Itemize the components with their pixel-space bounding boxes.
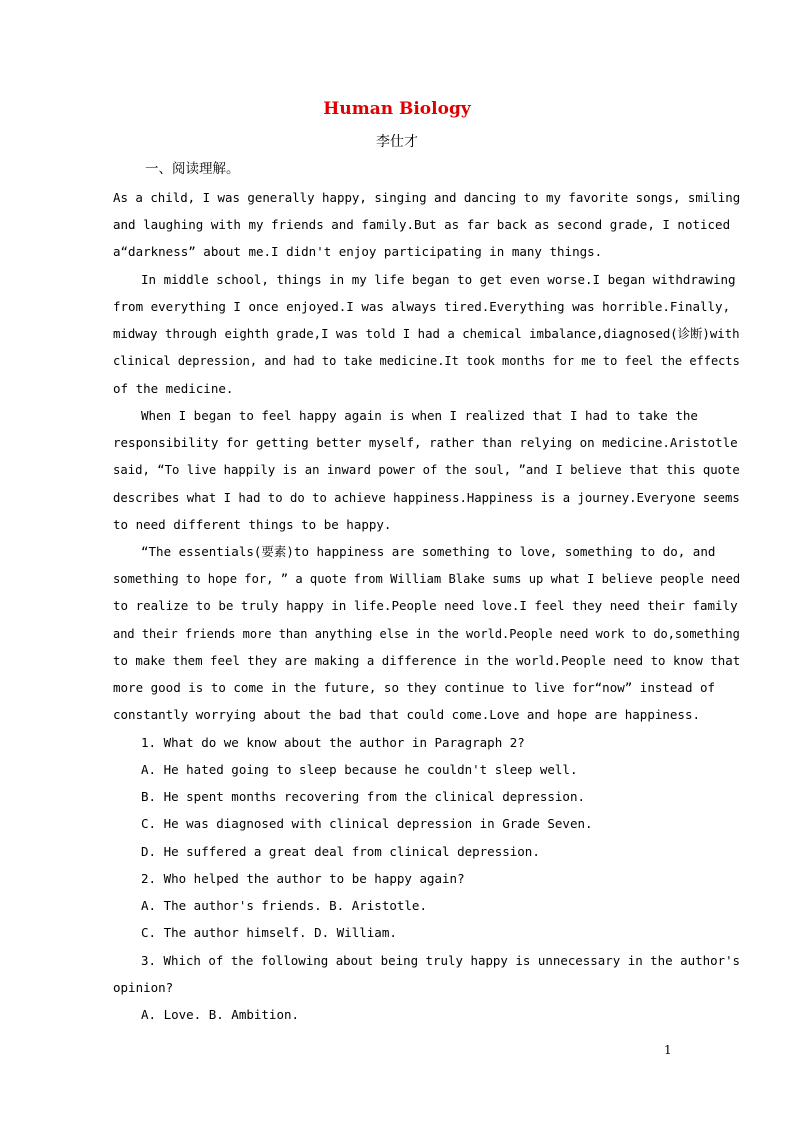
section-heading: 一、阅读理解。 [145,161,240,177]
passage-line: to realize to be truly happy in life.People need love.I feel they need their family [113,598,738,613]
document-title: Human Biology [323,99,471,119]
question-text: 1. What do we know about the author in Paragraph 2? [141,735,525,750]
page-number: 1 [664,1043,672,1057]
passage-line: In middle school, things in my life began to get even worse.I began withdrawing [141,272,736,287]
passage-line: When I began to feel happy again is when I realized that I had to take the [141,408,698,423]
passage-line: a“darkness” about me.I didn't enjoy participating in many things. [113,244,603,259]
passage-line: said, “To live happily is an inward power of the soul, ”and I believe that this quote [113,462,740,477]
document-author: 李仕才 [376,134,418,150]
passage-line: of the medicine. [113,381,234,396]
passage-line: responsibility for getting better myself, rather than relying on medicine.Aristotle [113,435,738,450]
passage-line: to need different things to be happy. [113,517,392,532]
question-text: 3. Which of the following about being truly happy is unnecessary in the author's [141,953,741,968]
passage-line: clinical depression, and had to take medicine.It took months for me to feel the effects [113,353,740,368]
passage-line: constantly worrying about the bad that could come.Love and hope are happiness. [113,707,700,722]
passage-line: “The essentials(要素)to happiness are something to love, something to do, and [141,544,716,559]
passage-line: and laughing with my friends and family.But as far back as second grade, I noticed [113,217,731,232]
answer-option: A. Love. B. Ambition. [141,1007,300,1022]
answer-option: A. The author's friends. B. Aristotle. [141,898,427,913]
passage-line: more good is to come in the future, so they continue to live for“now” instead of [113,680,716,695]
answer-option: C. He was diagnosed with clinical depression in Grade Seven. [141,816,593,831]
passage-line: from everything I once enjoyed.I was always tired.Everything was horrible.Finally, [113,299,731,314]
passage-line: and their friends more than anything else in the world.People need work to do,something [113,626,740,641]
passage-line: As a child, I was generally happy, singing and dancing to my favorite songs, smiling [113,190,741,205]
answer-option: C. The author himself. D. William. [141,925,397,940]
answer-option: A. He hated going to sleep because he couldn't sleep well. [141,762,578,777]
passage-line: midway through eighth grade,I was told I had a chemical imbalance,diagnosed(诊断)with [113,326,740,341]
passage-line: something to hope for, ” a quote from William Blake sums up what I believe people need [113,571,741,586]
answer-option: D. He suffered a great deal from clinical depression. [141,844,540,859]
passage-line: describes what I had to do to achieve happiness.Happiness is a journey.Everyone seems [113,490,740,505]
answer-option: B. He spent months recovering from the clinical depression. [141,789,586,804]
passage-line: to make them feel they are making a difference in the world.People need to know that [113,653,741,668]
question-text: 2. Who helped the author to be happy again? [141,871,465,886]
question-text: opinion? [113,980,174,995]
